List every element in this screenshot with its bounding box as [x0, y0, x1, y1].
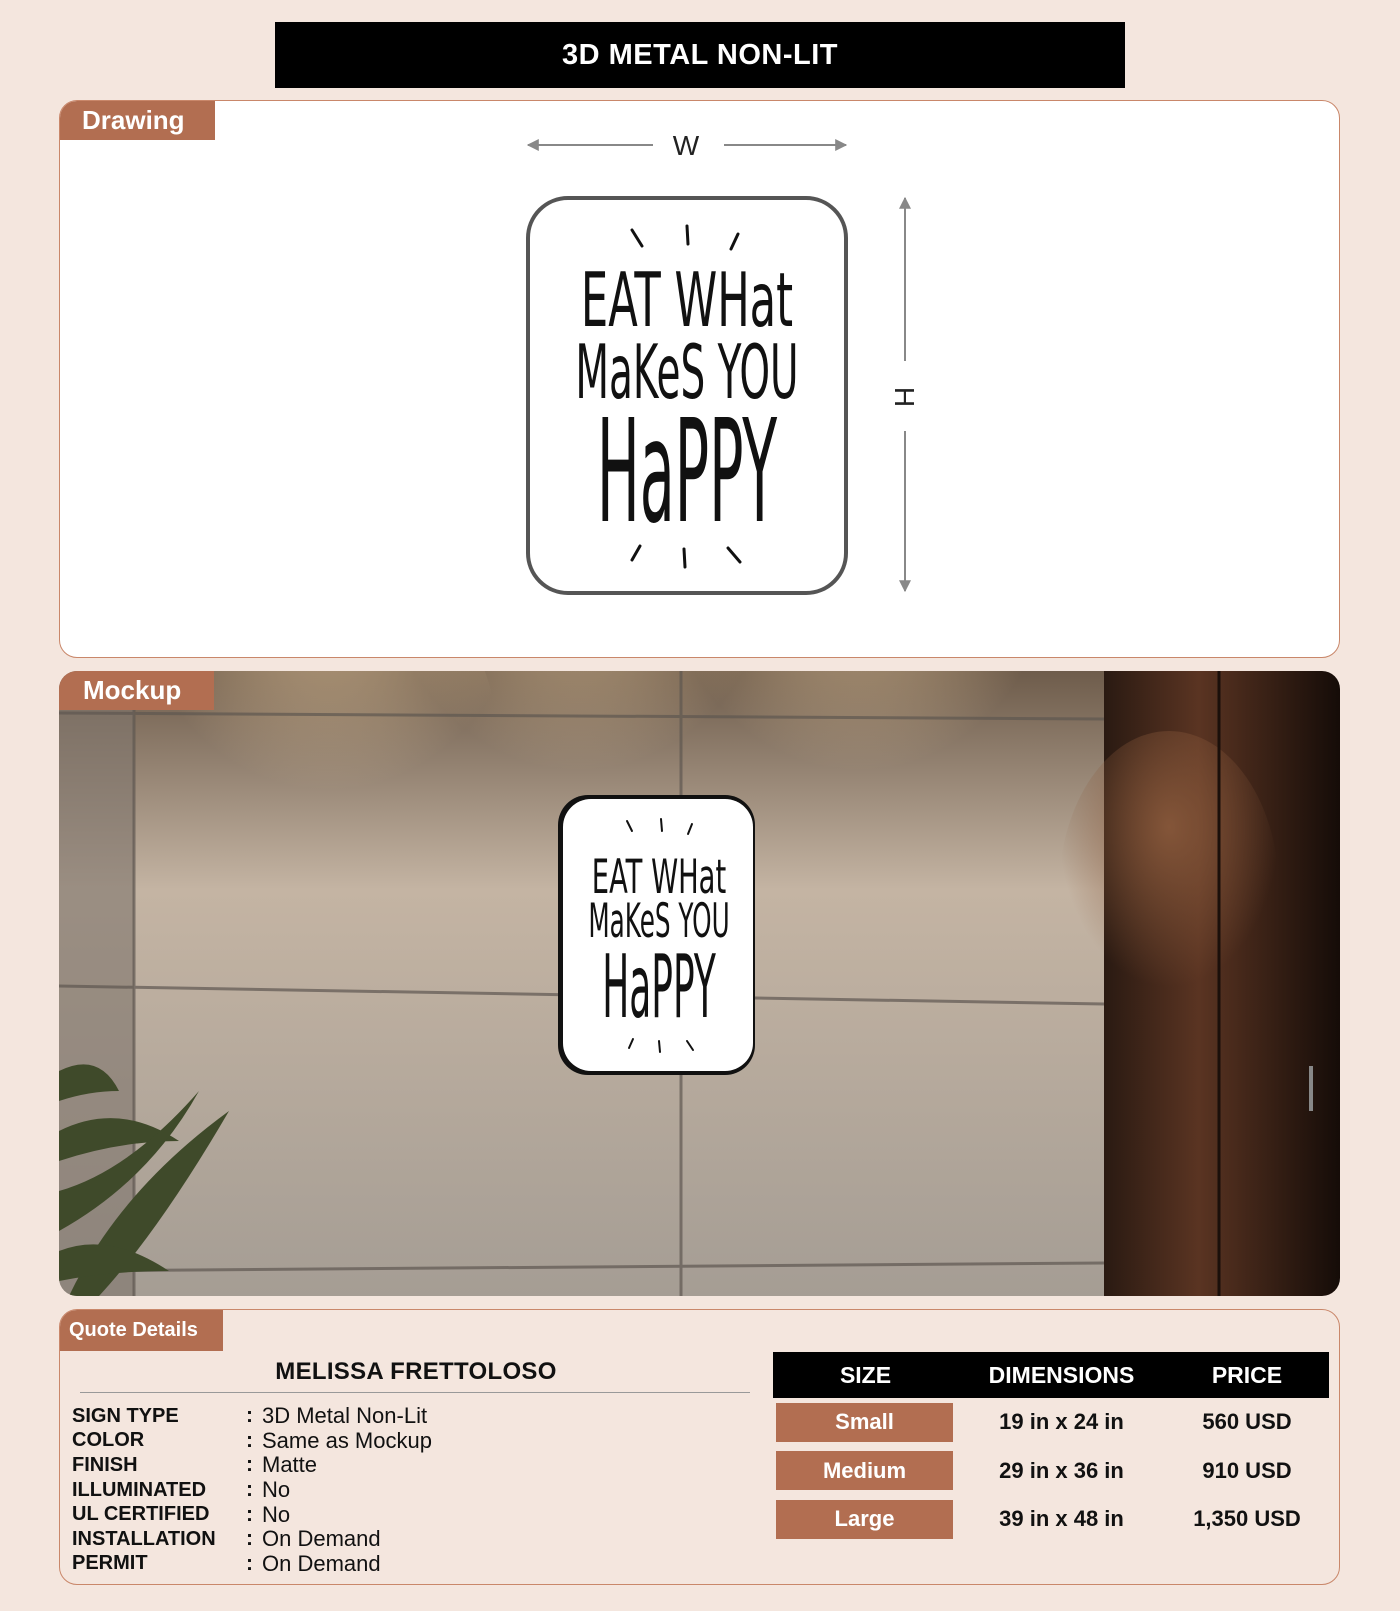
divider — [80, 1392, 750, 1393]
table-row — [773, 1495, 1329, 1544]
sign-line-2: MaKeS YOU — [575, 330, 799, 417]
size-option-large[interactable]: Large — [776, 1500, 953, 1539]
table-row — [773, 1447, 1329, 1496]
drawing-canvas — [60, 101, 1340, 658]
price-cell: 910 USD — [1202, 1457, 1292, 1483]
spec-row-ul-certified: UL CERTIFIED : No — [72, 1501, 291, 1527]
mockup-panel — [59, 671, 1340, 1296]
price-cell: 1,350 USD — [1193, 1506, 1301, 1532]
price-table-header — [773, 1352, 1329, 1398]
col-header-size: SIZE — [839, 1361, 892, 1388]
mockup-sign-line-2: MaKeS YOU — [588, 893, 730, 949]
spec-row-sign-type: SIGN TYPE : 3D Metal Non-Lit — [72, 1403, 428, 1429]
price-cell: 560 USD — [1202, 1409, 1292, 1435]
spec-row-finish: FINISH : Matte — [72, 1452, 318, 1478]
spec-label: COLOR — [72, 1429, 145, 1452]
spec-label: FINISH — [72, 1453, 138, 1476]
drawing-panel — [59, 100, 1340, 658]
sign-line-1: EAT WHat — [580, 257, 794, 345]
dimensions-cell: 19 in x 24 in — [999, 1409, 1124, 1435]
mockup-scene — [59, 671, 1340, 1296]
col-header-price: PRICE — [1211, 1361, 1283, 1388]
mockup-sign-line-3: HaPPY — [602, 935, 716, 1038]
spec-value: Same as Mockup — [262, 1427, 432, 1453]
spec-label: UL CERTIFIED — [72, 1503, 210, 1526]
width-label: W — [672, 130, 700, 161]
spec-value: On Demand — [262, 1526, 381, 1552]
drawing-tag: Drawing — [60, 101, 215, 140]
spec-label: PERMIT — [72, 1552, 148, 1575]
spec-value: No — [262, 1477, 291, 1503]
dimensions-cell: 29 in x 36 in — [999, 1457, 1124, 1483]
spec-label: SIGN TYPE — [72, 1404, 179, 1427]
spec-row-installation: INSTALLATION : On Demand — [72, 1526, 381, 1552]
col-header-dimensions: DIMENSIONS — [988, 1361, 1135, 1388]
spec-list — [72, 1404, 432, 1576]
spec-value: On Demand — [262, 1550, 381, 1576]
sign-line-3: HaPPY — [596, 388, 778, 556]
size-option-small[interactable]: Small — [776, 1403, 953, 1442]
quote-panel — [59, 1309, 1340, 1585]
spec-label: ILLUMINATED — [72, 1478, 207, 1501]
spec-row-color: COLOR : Same as Mockup — [72, 1427, 432, 1453]
table-row — [773, 1398, 1329, 1447]
spec-value: No — [262, 1501, 291, 1527]
spec-row-illuminated: ILLUMINATED : No — [72, 1477, 291, 1503]
height-label: H — [889, 386, 920, 408]
price-table — [773, 1352, 1329, 1544]
dimensions-cell: 39 in x 48 in — [999, 1506, 1124, 1532]
page-title: 3D METAL NON-LIT — [275, 22, 1125, 88]
spec-label: INSTALLATION — [72, 1527, 216, 1550]
quote-tag: Quote Details — [60, 1310, 223, 1351]
mockup-tag: Mockup — [59, 671, 214, 710]
spec-row-permit: PERMIT : On Demand — [72, 1550, 381, 1576]
size-option-medium[interactable]: Medium — [776, 1451, 953, 1490]
customer-name: MELISSA FRETTOLOSO — [275, 1358, 557, 1385]
spec-value: Matte — [262, 1452, 318, 1478]
spec-value: 3D Metal Non-Lit — [262, 1403, 428, 1429]
mockup-sign-line-1: EAT WHat — [591, 850, 727, 906]
